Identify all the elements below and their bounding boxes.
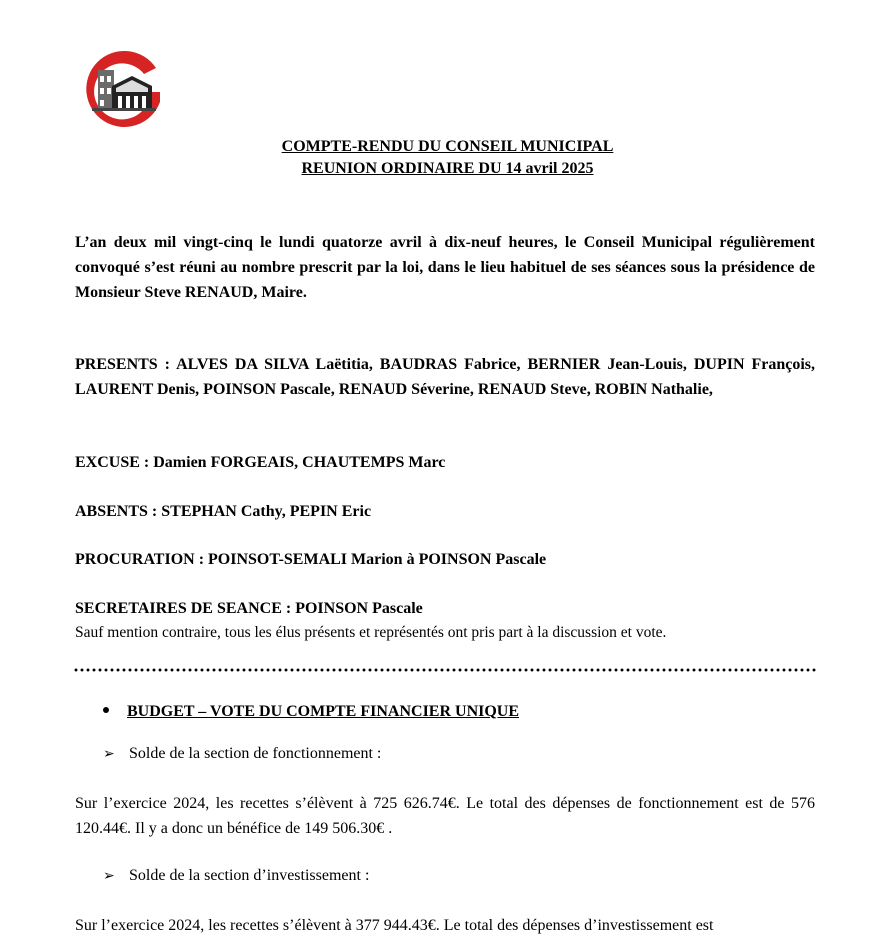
section-budget-title: BUDGET – VOTE DU COMPTE FINANCIER UNIQUE (127, 703, 520, 720)
excuse-names: Damien FORGEAIS, CHAUTEMPS Marc (153, 454, 446, 471)
fonctionnement-paragraph: Sur l’exercice 2024, les recettes s’élèvent à 725 626.74€. Le total des dépenses de fonctionnement est de 576 120.44€. Il y a donc un bénéfice de 149 506.30€ . (75, 795, 815, 837)
subsection-fonctionnement (103, 742, 381, 767)
absents-names: STEPHAN Cathy, PEPIN Eric (161, 503, 372, 520)
investissement-paragraph: Sur l’exercice 2024, les recettes s’élèvent à 377 944.43€. Le total des dépenses d’investissement est (75, 917, 714, 934)
absents-label: ABSENTS : (75, 503, 158, 520)
subsection-fonctionnement-label: Solde de la section de fonctionnement : (129, 745, 382, 762)
title-line-2: REUNION ORDINAIRE DU 14 avril 2025 (301, 160, 594, 177)
intro-paragraph: L’an deux mil vingt-cinq le lundi quatorze avril à dix-neuf heures, le Conseil Municipal régulièrement convoqué s’est réuni au nombre prescrit par la loi, dans le lieu habituel de ses séances sous la présidence de Monsieur Steve RENAUD, Maire. (75, 234, 815, 301)
bullet-icon (103, 707, 109, 713)
subsection-investissement-label: Solde de la section d’investissement : (129, 867, 370, 884)
excuse-label: EXCUSE : (75, 454, 150, 471)
presents-label: PRESENTS : (75, 356, 170, 373)
procuration-names: POINSOT-SEMALI Marion à POINSON Pascale (208, 551, 547, 568)
presents-names: ALVES DA SILVA Laëtitia, BAUDRAS Fabrice, BERNIER Jean-Louis, DUPIN François, LAURENT Denis, POINSON Pascale, RENAUD Séverine, RENAUD Steve, ROBIN Nathalie, (75, 356, 816, 398)
participation-note: Sauf mention contraire, tous les élus présents et représentés ont pris part à la discussion et vote. (75, 624, 667, 641)
document-title (0, 136, 895, 180)
presents-paragraph (75, 352, 815, 402)
secretaires-line (75, 596, 815, 621)
absents-line (75, 499, 815, 524)
secretaires-label: SECRETAIRES DE SEANCE : (75, 600, 292, 617)
municipal-logo (78, 46, 166, 134)
secretaires-names: POINSON Pascale (295, 600, 423, 617)
dotted-separator (73, 668, 817, 672)
arrow-bullet-icon: ➢ (103, 869, 115, 884)
procuration-line (75, 547, 815, 572)
arrow-bullet-icon: ➢ (103, 747, 115, 762)
procuration-label: PROCURATION : (75, 551, 205, 568)
title-line-1: COMPTE-RENDU DU CONSEIL MUNICIPAL (281, 138, 614, 155)
subsection-investissement (103, 864, 369, 889)
section-budget-heading (103, 700, 519, 724)
excuse-line (75, 450, 815, 475)
